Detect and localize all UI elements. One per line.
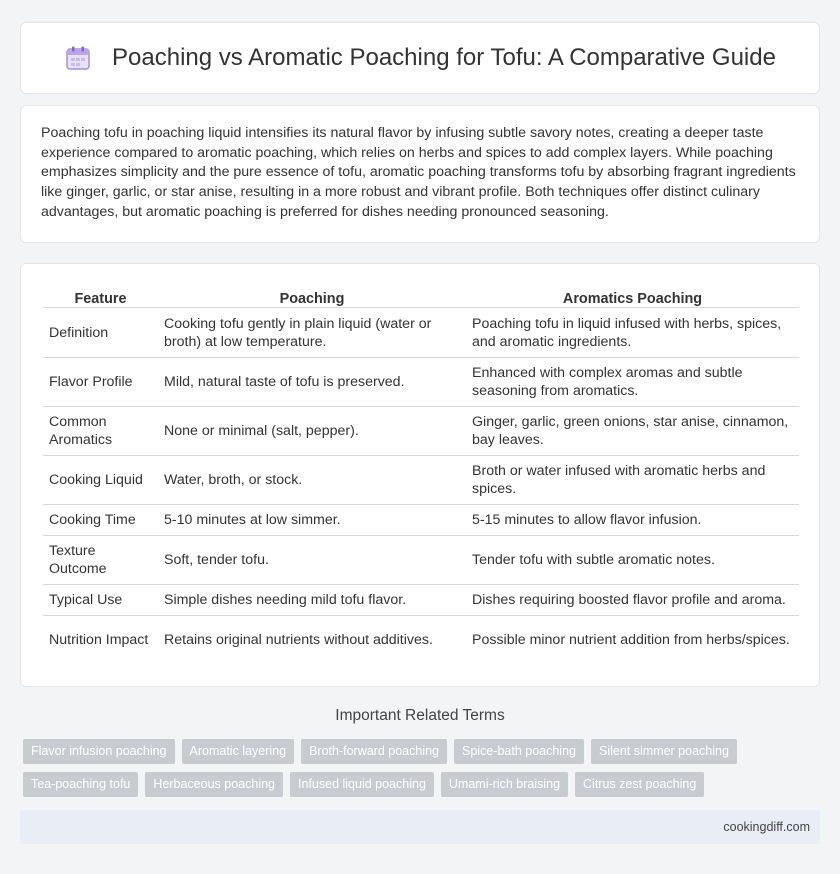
related-term-tag[interactable]: Broth-forward poaching [301, 739, 447, 764]
comparison-card [20, 263, 820, 687]
table-row [43, 535, 799, 584]
related-term-tag[interactable]: Silent simmer poaching [591, 739, 737, 764]
feature-cell: Typical Use [43, 584, 158, 615]
related-term-tag[interactable]: Aromatic layering [182, 739, 295, 764]
poaching-cell: Retains original nutrients without additives. [158, 615, 466, 664]
feature-cell: Cooking Time [43, 504, 158, 535]
aromatic-cell: Dishes requiring boosted flavor profile and aroma. [466, 584, 799, 615]
header-poaching: Poaching [158, 282, 466, 308]
poaching-cell: 5-10 minutes at low simmer. [158, 504, 466, 535]
table-row [43, 308, 799, 357]
title-card [20, 22, 820, 94]
feature-cell: Definition [49, 324, 109, 341]
poaching-cell: Water, broth, or stock. [158, 455, 466, 504]
table-row [43, 504, 799, 535]
footer-site-link[interactable]: cookingdiff.com [723, 820, 810, 834]
poaching-cell: Cooking tofu gently in plain liquid (water or broth) at low temperature. [164, 315, 432, 350]
table-row [43, 357, 799, 406]
table-row [43, 455, 799, 504]
aromatic-cell: Broth or water infused with aromatic herbs and spices. [466, 455, 799, 504]
aromatic-cell: Possible minor nutrient addition from herbs/spices. [466, 615, 799, 664]
poaching-cell: Simple dishes needing mild tofu flavor. [158, 584, 466, 615]
calendar-icon [64, 44, 92, 72]
table-row [43, 406, 799, 455]
related-term-tag[interactable]: Herbaceous poaching [145, 772, 283, 797]
table-row [43, 615, 799, 664]
feature-cell: Cooking Liquid [43, 455, 158, 504]
table-row [43, 584, 799, 615]
feature-cell: Nutrition Impact [43, 615, 158, 664]
related-term-tag[interactable]: Umami-rich braising [441, 772, 568, 797]
footer [20, 810, 820, 844]
feature-cell: Common Aromatics [43, 406, 158, 455]
poaching-cell: Soft, tender tofu. [158, 535, 466, 584]
intro-paragraph: Poaching tofu in poaching liquid intensifies its natural flavor by infusing subtle savory notes, creating a deeper taste experience compared to aromatic poaching, which relies on herbs and spices to add complex layers. While poaching emphasizes simplicity and the pure essence of tofu, aromatic poaching transforms tofu by absorbing fragrant ingredients like ginger, garlic, or star anise, resulting in a more robust and vibrant profile. Both techniques offer distinct culinary advantages, but aromatic poaching is preferred for dishes needing pronounced seasoning. [41, 125, 796, 220]
intro-card [20, 105, 820, 243]
poaching-cell: None or minimal (salt, pepper). [158, 406, 466, 455]
page-title: Poaching vs Aromatic Poaching for Tofu: A Comparative Guide [112, 44, 776, 71]
related-terms-list [23, 739, 823, 797]
related-term-tag[interactable]: Flavor infusion poaching [23, 739, 175, 764]
table-header-row [43, 282, 799, 308]
related-terms-heading: Important Related Terms [335, 707, 505, 724]
header-aromatics-poaching: Aromatics Poaching [466, 282, 799, 308]
feature-cell: Texture Outcome [43, 535, 158, 584]
related-term-tag[interactable]: Spice-bath poaching [454, 739, 584, 764]
aromatic-cell: Enhanced with complex aromas and subtle seasoning from aromatics. [466, 357, 799, 406]
poaching-cell: Mild, natural taste of tofu is preserved. [158, 357, 466, 406]
aromatic-cell: Tender tofu with subtle aromatic notes. [466, 535, 799, 584]
aromatic-cell: Ginger, garlic, green onions, star anise, cinnamon, bay leaves. [466, 406, 799, 455]
related-term-tag[interactable]: Citrus zest poaching [575, 772, 704, 797]
comparison-table [43, 282, 799, 664]
aromatic-cell: 5-15 minutes to allow flavor infusion. [466, 504, 799, 535]
aromatic-cell: Poaching tofu in liquid infused with herbs, spices, and aromatic ingredients. [472, 315, 782, 350]
feature-cell: Flavor Profile [43, 357, 158, 406]
related-term-tag[interactable]: Infused liquid poaching [290, 772, 434, 797]
related-term-tag[interactable]: Tea-poaching tofu [23, 772, 138, 797]
header-feature: Feature [43, 282, 158, 308]
